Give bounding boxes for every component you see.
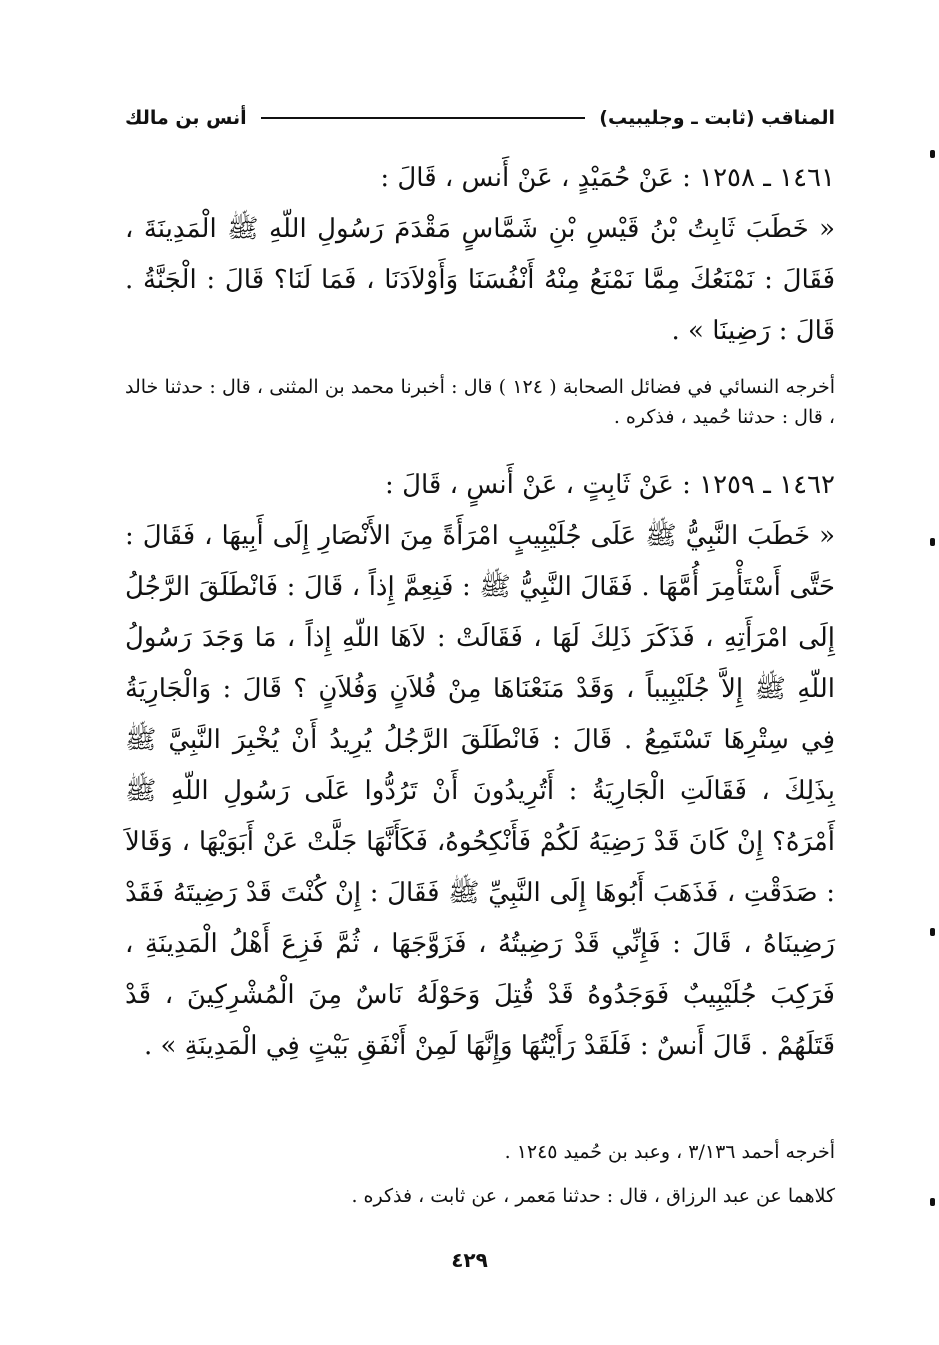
hadith-1462 — [125, 460, 835, 1072]
margin-mark — [930, 928, 935, 936]
running-header — [125, 102, 835, 134]
reference-line-1: أخرجه أحمد ٣/١٣٦ ، وعبد بن حُميد ١٢٤٥ . — [504, 1141, 835, 1163]
margin-mark — [930, 538, 935, 546]
hadith-1462-reference — [125, 1137, 835, 1211]
header-chapter-title: المناقب (ثابت ـ وجليبيب) — [599, 107, 835, 129]
margin-mark — [930, 150, 935, 158]
hadith-text: « خَطَبَ النَّبِيُّ ﷺ عَلَى جُلَيْبِيبٍ امْرَأَةً مِنَ الأَنْصَارِ إِلَى أَبِيهَا ، فَقَالَ : حَتَّى أَسْتَأْمِرَ أُمَّهَا . فَقَالَ النَّبِيُّ ﷺ : فَنِعِمَّ إِذاً ، قَالَ : فَانْطَلَقَ الرَّجُلُ إِلَى امْرَأَتِهِ ، فَذَكَرَ ذَلِكَ لَهَا ، فَقَالَتْ : لاَهَا اللّهِ إِذاً ، مَا وَجَدَ رَسُولُ اللّهِ ﷺ إِلاَّ جُلَيْبِيباً ، وَقَدْ مَنَعْنَاهَا مِنْ فُلاَنٍ وَفُلاَنٍ ؟ قَالَ : وَالْجَارِيَةُ فِي سِتْرِهَا تَسْتَمِعُ . قَالَ : فَانْطَلَقَ الرَّجُلُ يُرِيدُ أَنْ يُخْبِرَ النَّبِيَّ ﷺ بِذَلِكَ ، فَقَالَتِ الْجَارِيَةُ : أَتُرِيدُونَ أَنْ تَرُدُّوا عَلَى رَسُولِ اللّهِ ﷺ أَمْرَهُ؟ إِنْ كَانَ قَدْ رَضِيَهُ لَكُمْ فَأَنْكِحُوهُ، فَكَأَنَّهَا جَلَّتْ عَنْ أَبَوَيْهَا ، وَقَالاَ : صَدَقْتِ ، فَذَهَبَ أَبُوهَا إِلَى النَّبِيِّ ﷺ فَقَالَ : إِنْ كُنْتَ قَدْ رَضِيتَهُ فَقَدْ رَضِينَاهُ ، قَالَ : فَإِنِّي قَدْ رَضِيتُهُ ، فَزَوَّجَهَا ، ثُمَّ فَزِعَ أَهْلُ الْمَدِينَةِ ، فَرَكِبَ جُلَيْبِيبٌ فَوَجَدُوهُ قَدْ قُتِلَ وَحَوْلَهُ نَاسٌ مِنَ الْمُشْرِكِينَ ، قَدْ قَتَلَهُمْ . قَالَ أَنسٌ : فَلَقَدْ رَأَيْتُهَا وَإِنَّهَا لَمِنْ أَنْفَقِ بَيْتٍ فِي الْمَدِينَةِ » . — [125, 521, 835, 1061]
reference-text: أخرجه النسائي في فضائل الصحابة ( ١٢٤ ) قال : أخبرنا محمد بن المثنى ، قال : حدثنا خالد ، قال : حدثنا حُميد ، فذكره . — [125, 376, 835, 428]
hadith-number-line: ١٤٦٢ ـ ١٢٥٩ : عَنْ ثَابِتٍ ، عَنْ أَنسٍ ، قَالَ : — [385, 470, 835, 500]
hadith-1461-reference — [125, 372, 835, 432]
hadith-1461 — [125, 153, 835, 357]
header-narrator-title: أنس بن مالك — [125, 107, 247, 129]
hadith-text: « خَطَبَ ثَابِتُ بْنُ قَيْسِ بْنِ شَمَّاسٍ مَقْدَمَ رَسُولِ اللّهِ ﷺ الْمَدِينَةَ ، فَقَالَ : نَمْنَعُكَ مِمَّا نَمْنَعُ مِنْهُ أَنْفُسَنَا وَأَوْلاَدَنَا ، فَمَا لَنَا؟ قَالَ : الْجَنَّةُ . قَالَ : رَضِينَا » . — [125, 214, 835, 346]
header-rule — [261, 117, 586, 119]
hadith-number-line: ١٤٦١ ـ ١٢٥٨ : عَنْ حُمَيْدٍ ، عَنْ أَنس ، قَالَ : — [380, 163, 835, 193]
margin-mark — [930, 1198, 935, 1206]
page-number: ٤٢٩ — [451, 1248, 488, 1272]
reference-line-2: كلاهما عن عبد الرزاق ، قال : حدثنا مَعمر ، عن ثابت ، فذكره . — [351, 1185, 835, 1207]
